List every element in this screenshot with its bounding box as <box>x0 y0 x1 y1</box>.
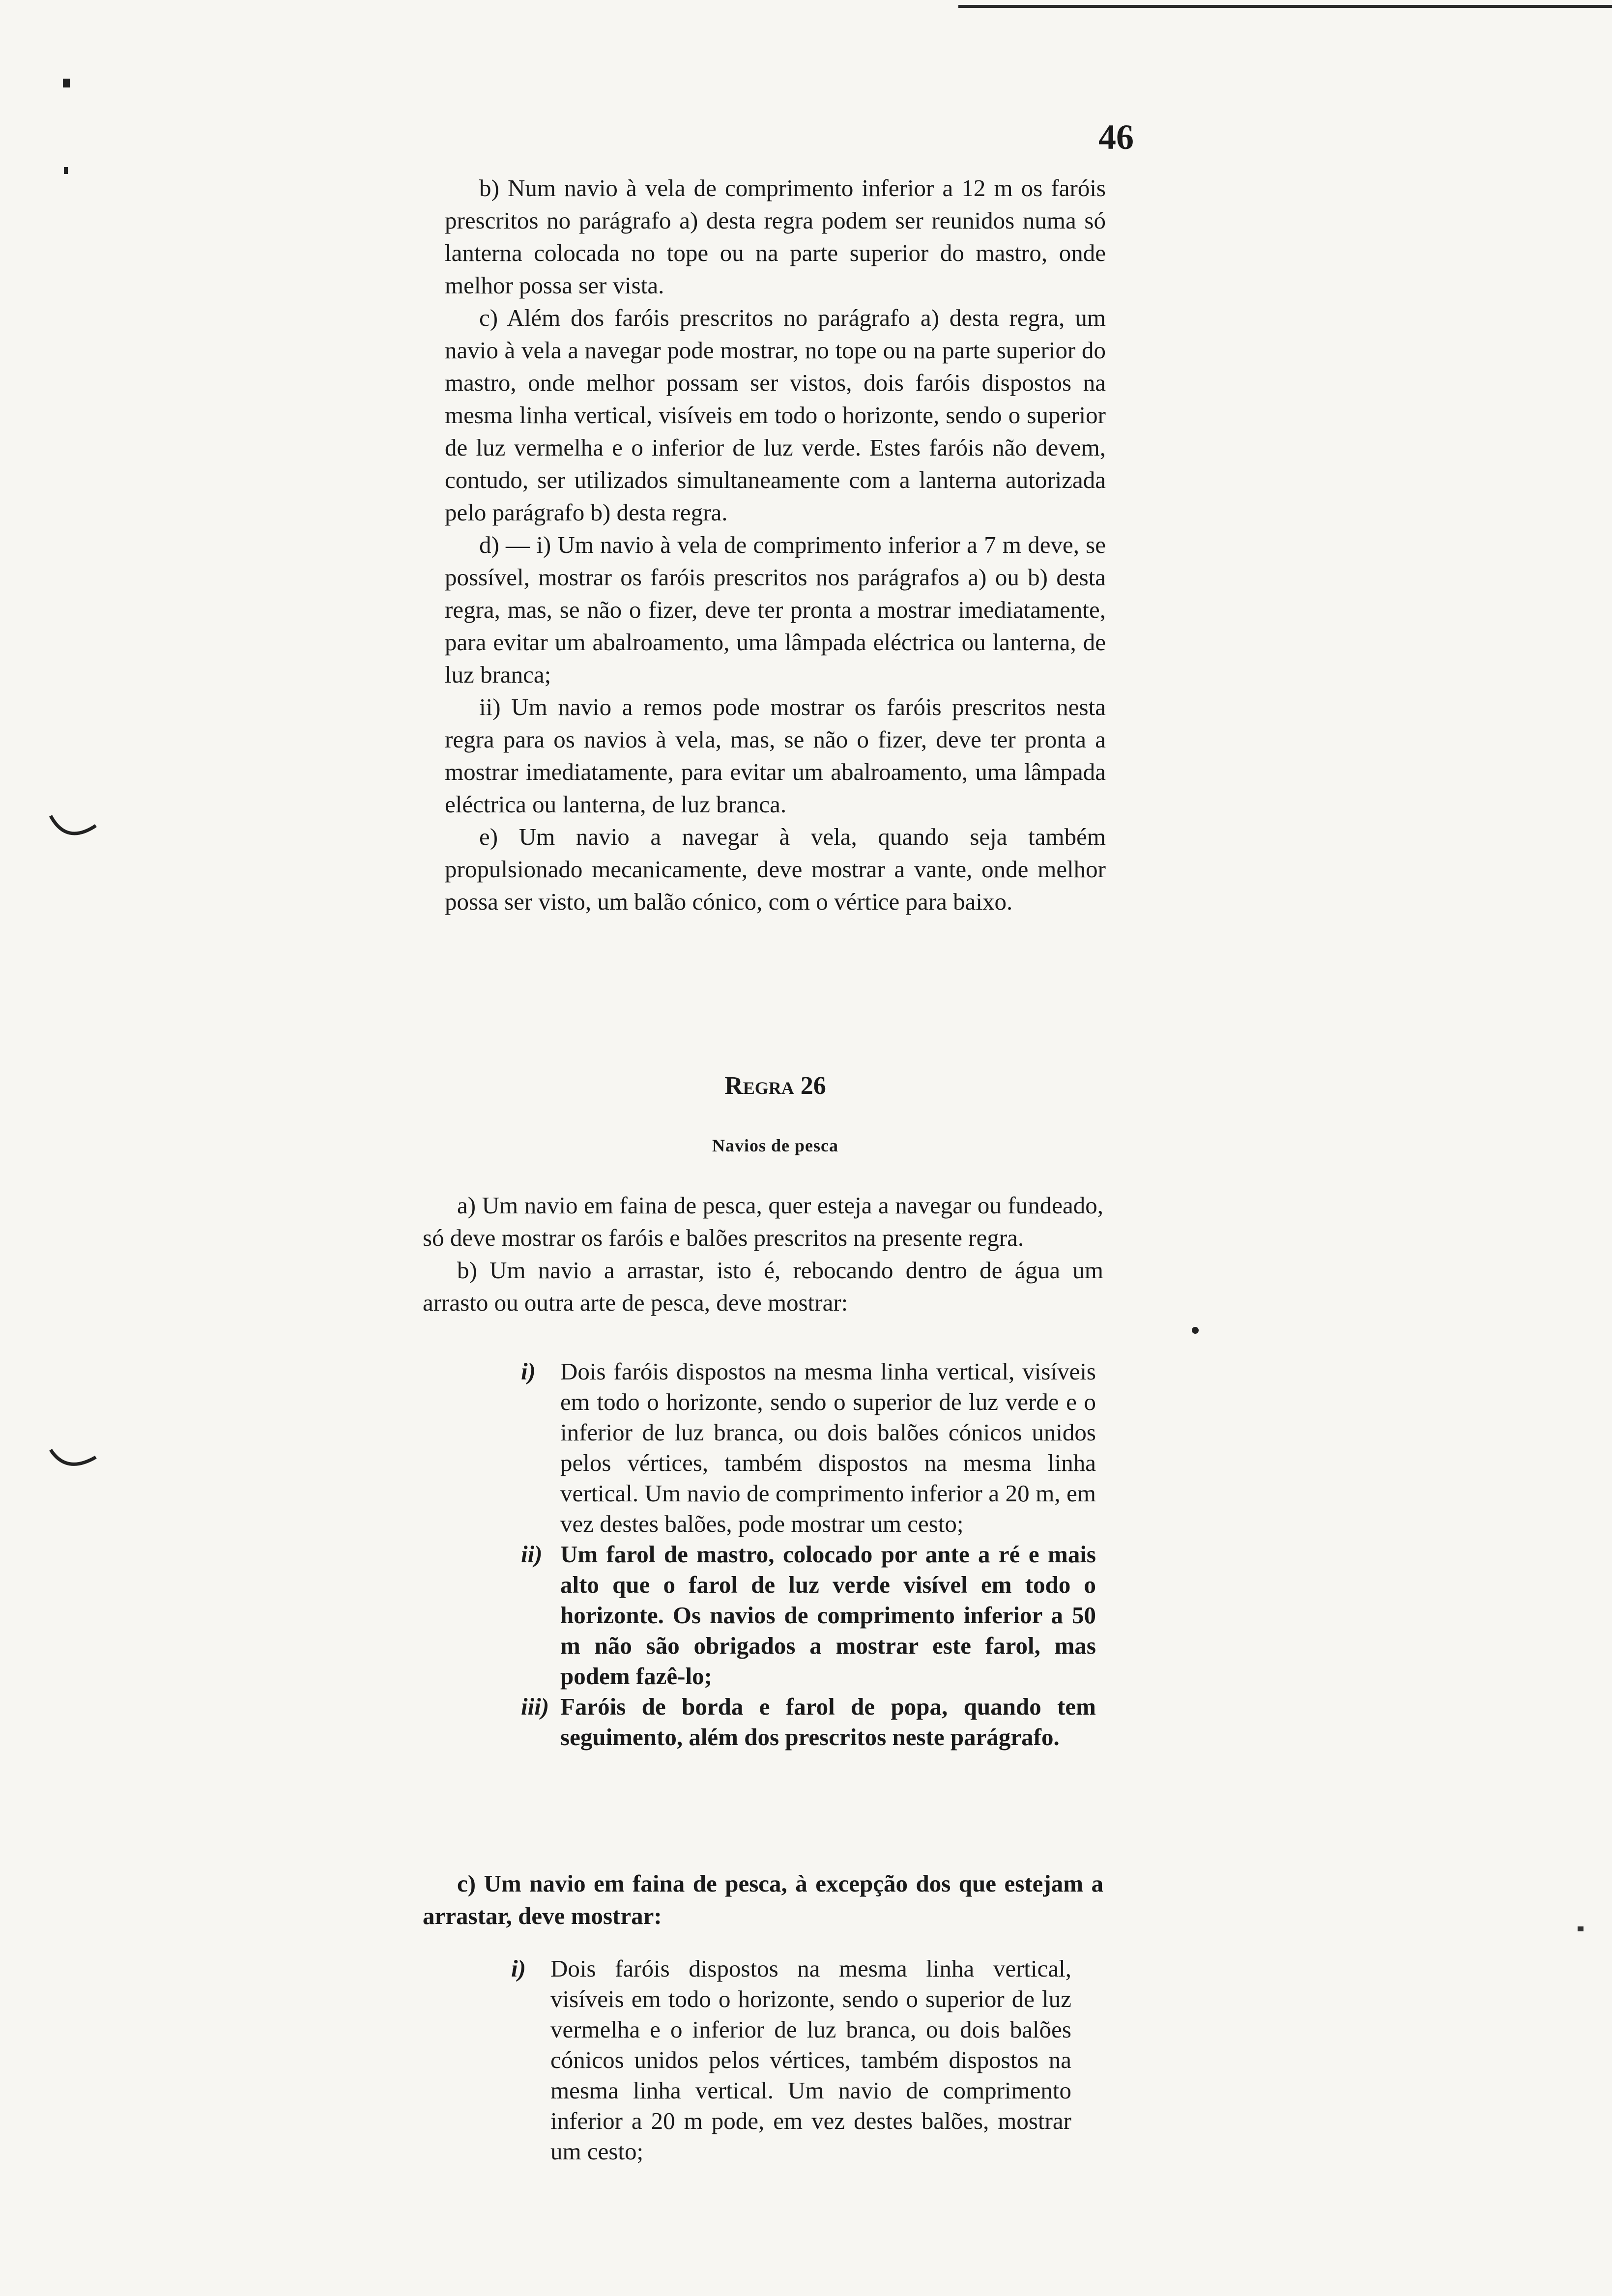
list-item <box>521 1692 1096 1752</box>
item-text: Faróis de borda e farol de popa, quando tem seguimento, além dos prescritos neste parágrafo. <box>560 1693 1096 1751</box>
item-text: Dois faróis dispostos na mesma linha vertical, visíveis em todo o horizonte, sendo o superior de luz vermelha e o inferior de luz branca, ou dois balões cónicos unidos pelos vértices, também dispostos na mesma linha vertical. Um navio de comprimento inferior a 20 m pode, em vez destes balões, mostrar um cesto; <box>550 1955 1071 2165</box>
rule-subtitle: Navios de pesca <box>712 1136 838 1155</box>
item-number: i) <box>521 1358 536 1385</box>
rule25-continuation <box>445 172 1106 918</box>
list-item <box>511 1953 1071 2167</box>
speck <box>63 79 70 87</box>
page-number: 46 <box>1098 117 1134 157</box>
paragraph-c: c) Um navio em faina de pesca, à excepção dos que estejam a arrastar, deve mostrar: <box>423 1870 1103 1929</box>
paragraph-d-ii: ii) Um navio a remos pode mostrar os faróis prescritos nesta regra para os navios à vela, mas, se não o fizer, deve ter pronta a mostrar imediatamente, para evitar um abalroamento, uma lâmpada eléctrica ou lanterna, de luz branca. <box>445 693 1106 818</box>
item-text: Dois faróis dispostos na mesma linha vertical, visíveis em todo o horizonte, sendo o superior de luz verde e o inferior de luz branca, ou dois balões cónicos unidos pelos vértices, também dispostos na mesma linha vertical. Um navio de comprimento inferior a 20 m, em vez destes balões, pode mostrar um cesto; <box>560 1358 1096 1537</box>
list-item <box>521 1356 1096 1539</box>
item-text: Um farol de mastro, colocado por ante a ré e mais alto que o farol de luz verde visível em todo o horizonte. Os navios de comprimento inferior a 50 m não são obrigados a mostrar este farol, mas podem fazê-lo; <box>560 1541 1096 1690</box>
paragraph-a: a) Um navio em faina de pesca, quer esteja a navegar ou fundeado, só deve mostrar os faróis e balões prescritos na presente regra. <box>423 1192 1103 1251</box>
list-c <box>511 1953 1071 2167</box>
item-number: i) <box>511 1955 526 1982</box>
item-number: iii) <box>521 1693 549 1720</box>
rule26-para-c <box>423 1867 1103 1932</box>
paragraph-b: b) Num navio à vela de comprimento inferior a 12 m os faróis prescritos no parágrafo a) desta regra podem ser reunidos numa só lanterna colocada no tope ou na parte superior do mastro, onde melhor possa ser vista. <box>445 174 1106 299</box>
punch-hole-mark-lower <box>47 1445 101 1484</box>
list-b <box>521 1356 1096 1752</box>
paragraph-e: e) Um navio a navegar à vela, quando seja também propulsionado mecanicamente, deve mostrar a vante, onde melhor possa ser visto, um balão cónico, com o vértice para baixo. <box>445 823 1106 915</box>
top-edge-line <box>958 5 1612 8</box>
rule26-intro <box>423 1189 1103 1319</box>
speck <box>1192 1327 1199 1334</box>
punch-hole-mark-upper <box>47 806 101 850</box>
paragraph-b: b) Um navio a arrastar, isto é, rebocando dentro de água um arrasto ou outra arte de pesca, deve mostrar: <box>423 1257 1103 1316</box>
paragraph-d-i: d) — i) Um navio à vela de comprimento inferior a 7 m deve, se possível, mostrar os faróis prescritos nos parágrafos a) ou b) desta regra, mas, se não o fizer, deve ter pronta a mostrar imediatamente, para evitar um abalroamento, uma lâmpada eléctrica ou lanterna, de luz branca; <box>445 531 1106 688</box>
paragraph-c: c) Além dos faróis prescritos no parágrafo a) desta regra, um navio à vela a navegar pode mostrar, no tope ou na parte superior do mastro, onde melhor possam ser vistos, dois faróis dispostos na mesma linha vertical, visíveis em todo o horizonte, sendo o superior de luz vermelha e o inferior de luz verde. Estes faróis não devem, contudo, ser utilizados simultaneamente com a lanterna autorizada pelo parágrafo b) desta regra. <box>445 304 1106 526</box>
list-item <box>521 1539 1096 1692</box>
rule-title: Regra 26 <box>724 1072 826 1100</box>
speck <box>64 167 68 174</box>
speck <box>1578 1926 1583 1931</box>
item-number: ii) <box>521 1541 543 1568</box>
